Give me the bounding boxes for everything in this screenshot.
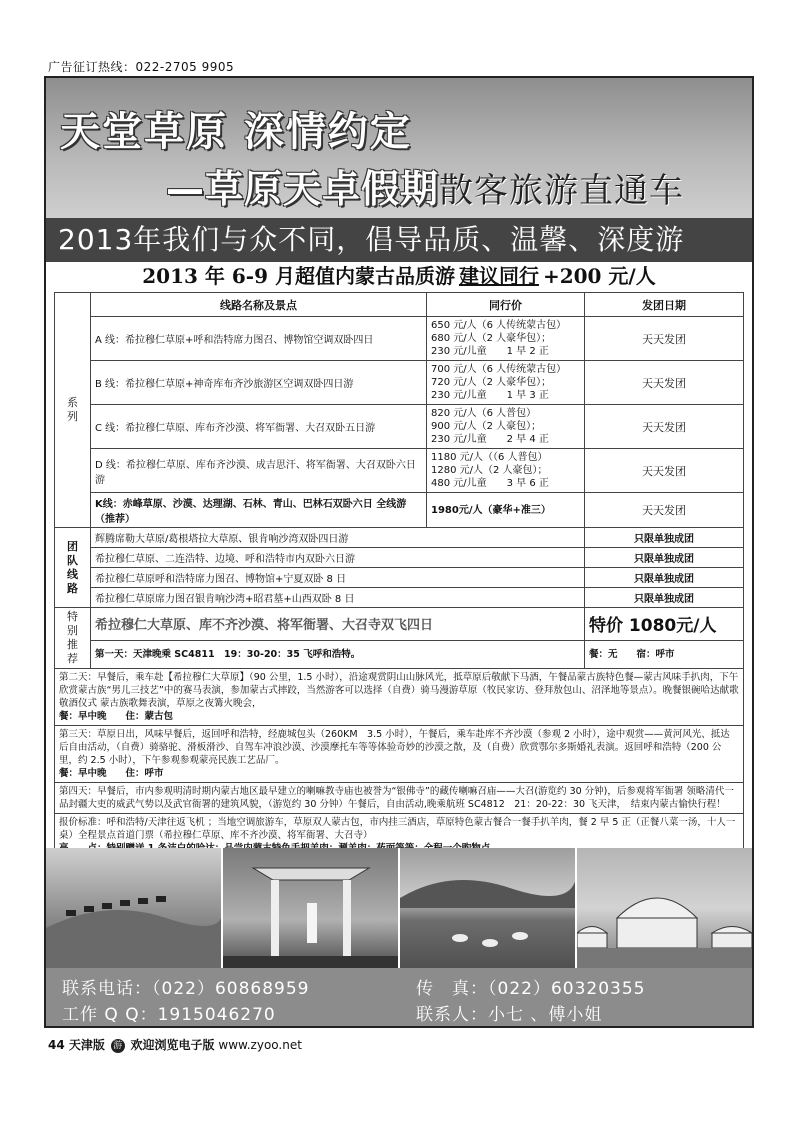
route-price xyxy=(427,493,585,528)
price-line: 230 元/儿童 2 早 4 正 xyxy=(431,434,549,445)
phone-label: 联系电话： xyxy=(62,979,152,999)
footer-url[interactable]: www.zyoo.net xyxy=(218,1038,302,1052)
magazine-logo-icon: 游 xyxy=(111,1039,125,1053)
day1-meal-stay xyxy=(585,640,744,668)
page-number: 44 天津版 xyxy=(48,1038,105,1052)
grassland-icon xyxy=(400,848,576,968)
phone-number: （022）60868959 xyxy=(152,979,310,999)
route-row xyxy=(55,449,744,493)
route-depart: 天天发团 xyxy=(585,449,744,493)
group-route: 希拉穆仁草原、二连浩特、边境、呼和浩特市内双卧六日游 xyxy=(91,548,585,568)
route-price xyxy=(427,361,585,405)
itinerary-table xyxy=(54,292,744,858)
qq-number: 1915046270 xyxy=(157,1005,276,1025)
day2-row xyxy=(55,669,744,726)
banner-subtitle-thin: 散客旅游直通车 xyxy=(439,171,685,211)
price-line: 480 元/儿童 3 早 6 正 xyxy=(431,478,549,489)
route-row xyxy=(55,361,744,405)
route-row xyxy=(55,493,744,528)
day3-row xyxy=(55,726,744,783)
route-row xyxy=(55,405,744,449)
day3-meal: 餐：早中晚 住：呼市 xyxy=(59,768,164,779)
series-label: 系 列 xyxy=(55,293,91,528)
route-row xyxy=(55,317,744,361)
special-title: 希拉穆仁大草原、库不齐沙漠、将军衙署、大召寺双飞四日 xyxy=(91,608,585,641)
price-line: 230 元/儿童 1 早 3 正 xyxy=(431,390,549,401)
group-route: 希拉穆仁草原呼和浩特席力图召、博物馆+宁夏双卧 8 日 xyxy=(91,568,585,588)
group-row xyxy=(55,548,744,568)
yurt-photo xyxy=(577,848,752,968)
day1-stay: 宿：呼市 xyxy=(636,648,675,660)
pavilion-photo xyxy=(223,848,400,968)
route-name: K线：赤峰草原、沙漠、达理湖、石林、青山、巴林石双卧六日 全线游（推荐） xyxy=(91,493,427,528)
route-name: A 线：希拉穆仁草原+呼和浩特席力图召、博物馆空调双卧四日 xyxy=(91,317,427,361)
day2-text: 第二天：早餐后，乘车赴【希拉穆仁大草原】（90 公里，1.5 小时），沿途观赏阴山山脉风光，抵草原后敬献下马酒，午餐品蒙古族特色餐—蒙古风味手扒肉，下午欣赏蒙古族“男儿三技艺”中的赛马表演，参加蒙古式摔跤，当然游客可以选择（自费）骑马漫游草原（牧民家访、登拜敖包山、沼泽地等景点）。晚餐银碗哈达献歌敬酒仪式 蒙古族歌舞表演，草原之夜篝火晚会， xyxy=(59,672,739,709)
desert-camel-photo xyxy=(46,848,223,968)
group-note: 只限单独成团 xyxy=(585,528,744,548)
ad-hotline: 广告征订热线：022-2705 9905 xyxy=(48,60,235,74)
headline-suffix: +200 元/人 xyxy=(542,264,656,288)
route-name: C 线：希拉穆仁草原、库布齐沙漠、将军衙署、大召双卧五日游 xyxy=(91,405,427,449)
price-line: 700 元/人（6 人传统蒙古包） xyxy=(431,364,567,375)
group-row xyxy=(55,568,744,588)
route-name: B 线：希拉穆仁草原+神奇库布齐沙旅游区空调双卧四日游 xyxy=(91,361,427,405)
group-label: 团 队 线 路 xyxy=(55,528,91,608)
route-depart: 天天发团 xyxy=(585,317,744,361)
fax-number: （022）60320355 xyxy=(488,979,646,999)
day3-cell xyxy=(55,726,744,783)
photo-strip xyxy=(46,848,752,968)
banner-title: 天堂草原 深情约定 xyxy=(60,109,412,155)
route-price xyxy=(427,405,585,449)
slogan: 2013年我们与众不同，倡导品质、温馨、深度游 xyxy=(46,218,752,262)
banner-subtitle-bold: —草原天卓假期 xyxy=(166,167,440,211)
day2-cell xyxy=(55,669,744,726)
header-route: 线路名称及景点 xyxy=(91,293,427,317)
contact-person xyxy=(416,1000,602,1025)
route-name: D 线：希拉穆仁草原、库布齐沙漠、成吉思汗、将军衙署、大召双卧六日游 xyxy=(91,449,427,493)
route-price xyxy=(427,449,585,493)
headline-underlined: 建议同行 xyxy=(458,264,539,288)
pavilion-icon xyxy=(223,848,399,968)
price-line: 720 元/人（2 人豪华包）； xyxy=(431,377,552,388)
person-label: 联系人： xyxy=(416,1005,488,1025)
grassland-horses-photo xyxy=(400,848,577,968)
page-footer xyxy=(48,1036,302,1053)
advertisement-frame xyxy=(44,76,754,1028)
header-price: 同行价 xyxy=(427,293,585,317)
route-price xyxy=(427,317,585,361)
day1-meal: 餐：无 xyxy=(589,648,618,660)
price-standard: 报价标准：呼和浩特/天津往返飞机 ；当地空调旅游车，草原双人蒙古包，市内挂三酒店，草原特色蒙古餐合一餐手扒羊肉，餐 2 早 5 正（正餐八菜一汤，十人一桌）全程景点首道门票（希拉穆仁草原、库不齐沙漠、将军衙署、大召寺） xyxy=(59,817,736,841)
day4-row xyxy=(55,783,744,814)
qq-label: 工作 Q Q： xyxy=(62,1005,158,1025)
desert-camel-icon xyxy=(46,848,222,968)
group-route: 希拉穆仁草原席力图召银肯响沙湾+昭君墓+山西双卧 8 日 xyxy=(91,588,585,608)
person-name: 小七 、傅小姐 xyxy=(488,1005,603,1025)
group-note: 只限单独成团 xyxy=(585,548,744,568)
header-depart: 发团日期 xyxy=(585,293,744,317)
price-line: 820 元/人（6 人普包） xyxy=(431,408,537,419)
price-line: 1980元/人（豪华+准三） xyxy=(431,504,551,516)
group-row xyxy=(55,588,744,608)
special-price: 特价 1080元/人 xyxy=(585,608,744,641)
yurt-icon xyxy=(577,848,752,968)
group-route: 辉腾席勒大草原/葛根塔拉大草原、银肯响沙湾双卧四日游 xyxy=(91,528,585,548)
fax xyxy=(416,974,645,999)
day3-text: 第三天：草原日出，风味早餐后，返回呼和浩特，经鹿城包头（260KM 3.5 小时），午餐后，乘车赴库不齐沙漠（参观 2 小时），途中观赏——黄河风光、抵达后自由活动，（自费）骑骆驼、滑板滑沙、自驾车冲浪沙漠、沙漠摩托车等等体验奇妙的沙漠之散，及（自费）欣赏鄂尔多斯婚礼表演。返回呼和浩特（200 公里，约 2.5 小时），下午参观参观蒙亮民族工艺品厂。 xyxy=(59,729,730,766)
route-depart: 天天发团 xyxy=(585,493,744,528)
price-line: 230 元/儿童 1 早 2 正 xyxy=(431,346,549,357)
day1-row xyxy=(55,640,744,668)
price-line: 650 元/人（6 人传统蒙古包） xyxy=(431,320,567,331)
route-depart: 天天发团 xyxy=(585,405,744,449)
phone xyxy=(62,974,309,999)
group-note: 只限单独成团 xyxy=(585,588,744,608)
headline xyxy=(46,262,752,290)
day2-meal: 餐：早中晚 住：蒙古包 xyxy=(59,711,174,722)
special-row xyxy=(55,608,744,641)
qq xyxy=(62,1000,276,1025)
price-line: 1280 元/人（2 人豪包）； xyxy=(431,465,548,476)
day1-text: 第一天：天津晚乘 SC4811 19：30-20：35 飞呼和浩特。 xyxy=(91,640,585,668)
banner-subtitle xyxy=(166,158,684,213)
group-note: 只限单独成团 xyxy=(585,568,744,588)
route-depart: 天天发团 xyxy=(585,361,744,405)
price-line: 680 元/人（2 人豪华包）； xyxy=(431,333,552,344)
headline-prefix: 2013 年 6-9 月超值内蒙古品质游 xyxy=(142,264,455,288)
fax-label: 传 真： xyxy=(416,979,488,999)
footer-text: 欢迎浏览电子版 xyxy=(130,1038,215,1052)
price-line: 1180 元/人（（6 人普包） xyxy=(431,452,548,463)
banner xyxy=(46,78,752,218)
special-label: 特 别 推 荐 xyxy=(55,608,91,669)
contact-block xyxy=(46,968,752,1026)
group-row xyxy=(55,528,744,548)
price-line: 900 元/人（2 人豪包）； xyxy=(431,421,542,432)
day4-text: 第四天：早餐后，市内参观明清时期内蒙古地区最早建立的喇嘛教寺庙也被誉为“银佛寺”的藏传喇嘛召庙——大召(游览约 30 分钟)，后参观将军衙署 领略清代一品封疆大吏的威武气势以及武官衙署的建筑风貌，（游览约 30 分钟）午餐后，自由活动,晚乘航班 SC4812 21：20-22：30 飞天津， 结束内蒙古愉快行程！ xyxy=(55,783,744,814)
